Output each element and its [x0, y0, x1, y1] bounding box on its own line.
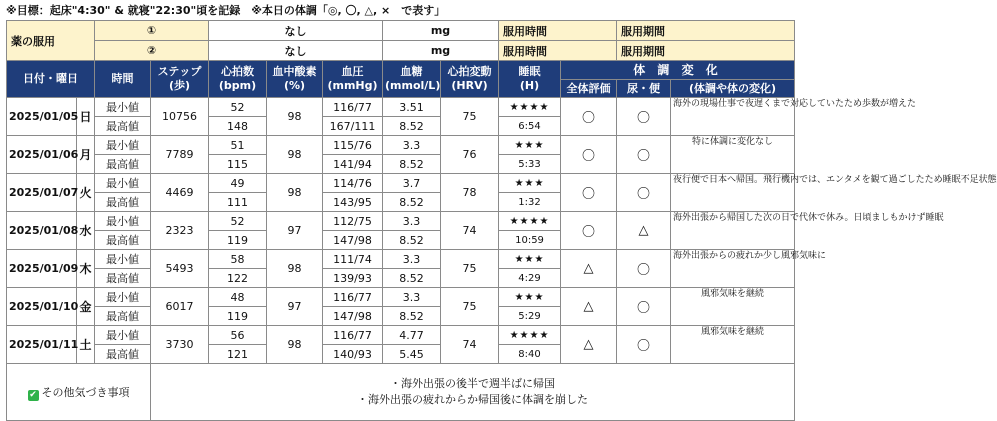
date-cell: 2025/01/09 [7, 250, 77, 288]
sleep-stars-cell: ★★★★ [499, 212, 561, 231]
col-steps-text: ステップ (歩) [157, 65, 202, 92]
spo2-cell: 98 [267, 174, 323, 212]
other-notes-title: その他気づき事項 [41, 385, 130, 399]
spo2-cell: 98 [267, 250, 323, 288]
spo2-cell: 97 [267, 212, 323, 250]
urine-cell: △ [617, 212, 671, 250]
date-cell: 2025/01/05 [7, 98, 77, 136]
bp-max-cell: 167/111 [323, 117, 383, 136]
col-hr-header [209, 61, 267, 98]
overall-cell: 〇 [561, 212, 617, 250]
day-row-min [7, 212, 795, 231]
medication-num: ② [95, 41, 209, 61]
note-cell [671, 174, 997, 212]
sleep-time-cell: 5:33 [499, 155, 561, 174]
sleep-stars-cell: ★★★ [499, 288, 561, 307]
checkmark-icon: ✔ [29, 389, 37, 400]
bp-max-cell: 143/95 [323, 193, 383, 212]
weekday-cell: 月 [77, 136, 95, 174]
hrv-cell: 76 [441, 136, 499, 174]
spo2-cell: 98 [267, 98, 323, 136]
day-row-min [7, 288, 795, 307]
steps-cell: 6017 [151, 288, 209, 326]
hr-min-cell: 52 [209, 98, 267, 117]
sleep-time-cell: 4:29 [499, 269, 561, 288]
min-label: 最小値 [95, 136, 151, 155]
medication-time-label: 服用時間 [499, 21, 617, 41]
glucose-min-cell: 3.3 [383, 250, 441, 269]
col-time-header: 時間 [95, 61, 151, 98]
hrv-cell: 78 [441, 174, 499, 212]
day-row-min [7, 250, 795, 269]
hrv-cell: 74 [441, 212, 499, 250]
bp-max-cell: 141/94 [323, 155, 383, 174]
urine-cell: 〇 [617, 326, 671, 364]
goal-note: ※目標：起床"4:30" & 就寝"22:30"頃を記録 ※本日の体調「◎, 〇, △, × で表す」 [6, 4, 446, 17]
weekday-cell: 日 [77, 98, 95, 136]
col-glucose-header [383, 61, 441, 98]
glucose-min-cell: 3.7 [383, 174, 441, 193]
bp-min-cell: 111/74 [323, 250, 383, 269]
glucose-min-cell: 3.3 [383, 288, 441, 307]
hr-max-cell: 119 [209, 231, 267, 250]
col-spo2-header [267, 61, 323, 98]
min-label: 最小値 [95, 212, 151, 231]
medication-row-2 [7, 41, 795, 61]
note-cell [671, 212, 944, 250]
bp-min-cell: 116/77 [323, 288, 383, 307]
spo2-cell: 98 [267, 326, 323, 364]
steps-cell: 7789 [151, 136, 209, 174]
bp-max-cell: 140/93 [323, 345, 383, 364]
note-text: 夜行便で日本へ帰国。飛行機内では、エンタメを観て過ごしたため睡眠不足状態 [673, 174, 997, 185]
sleep-time-cell: 5:29 [499, 307, 561, 326]
urine-cell: 〇 [617, 288, 671, 326]
col-hr-text: 心拍数 (bpm) [218, 65, 257, 92]
hr-max-cell: 119 [209, 307, 267, 326]
bp-max-cell: 139/93 [323, 269, 383, 288]
steps-cell: 3730 [151, 326, 209, 364]
day-row-min [7, 136, 795, 155]
glucose-max-cell: 8.52 [383, 193, 441, 212]
urine-cell: 〇 [617, 174, 671, 212]
min-label: 最小値 [95, 174, 151, 193]
bp-max-cell: 147/98 [323, 307, 383, 326]
medication-num: ① [95, 21, 209, 41]
sleep-stars-cell: ★★★★ [499, 326, 561, 345]
hr-min-cell: 49 [209, 174, 267, 193]
medication-name: なし [209, 21, 383, 41]
hrv-cell: 75 [441, 98, 499, 136]
glucose-min-cell: 3.3 [383, 212, 441, 231]
max-label: 最高値 [95, 269, 151, 288]
note-text: 風邪気味を継続 [701, 288, 765, 299]
hr-min-cell: 58 [209, 250, 267, 269]
hrv-cell: 75 [441, 250, 499, 288]
min-label: 最小値 [95, 288, 151, 307]
col-hrv-header [441, 61, 499, 98]
col-notes-header: (体調や体の変化) [671, 80, 795, 98]
max-label: 最高値 [95, 345, 151, 364]
overall-cell: △ [561, 326, 617, 364]
steps-cell: 5493 [151, 250, 209, 288]
other-notes-row [7, 364, 795, 421]
spo2-cell: 98 [267, 136, 323, 174]
col-overall-header: 全体評価 [561, 80, 617, 98]
glucose-max-cell: 8.52 [383, 307, 441, 326]
weekday-cell: 土 [77, 326, 95, 364]
sleep-time-cell: 8:40 [499, 345, 561, 364]
note-cell [671, 98, 917, 136]
col-sleep-text: 睡眠 (H) [518, 65, 541, 92]
max-label: 最高値 [95, 155, 151, 174]
hr-min-cell: 52 [209, 212, 267, 231]
hr-max-cell: 115 [209, 155, 267, 174]
steps-cell: 10756 [151, 98, 209, 136]
max-label: 最高値 [95, 307, 151, 326]
min-label: 最小値 [95, 326, 151, 345]
note-cell [671, 326, 795, 364]
overall-cell: △ [561, 288, 617, 326]
hr-max-cell: 121 [209, 345, 267, 364]
hrv-cell: 74 [441, 326, 499, 364]
max-label: 最高値 [95, 193, 151, 212]
bp-min-cell: 115/76 [323, 136, 383, 155]
note-cell [671, 136, 795, 174]
col-spo2-text: 血中酸素 (%) [272, 65, 317, 92]
hr-min-cell: 48 [209, 288, 267, 307]
hr-min-cell: 56 [209, 326, 267, 345]
medication-unit: mg [383, 21, 499, 41]
medication-time-label: 服用時間 [499, 41, 617, 61]
day-row-min [7, 174, 795, 193]
day-row-min [7, 326, 795, 345]
glucose-max-cell: 5.45 [383, 345, 441, 364]
overall-cell: 〇 [561, 174, 617, 212]
sleep-stars-cell: ★★★ [499, 250, 561, 269]
col-date-header: 日付・曜日 [7, 61, 95, 98]
other-note-line: ・海外出張の疲れからか帰国後に体調を崩した [357, 393, 588, 406]
date-cell: 2025/01/06 [7, 136, 77, 174]
weekday-cell: 火 [77, 174, 95, 212]
date-cell: 2025/01/08 [7, 212, 77, 250]
bp-min-cell: 116/77 [323, 98, 383, 117]
weekday-cell: 金 [77, 288, 95, 326]
sleep-stars-cell: ★★★ [499, 136, 561, 155]
sleep-time-cell: 1:32 [499, 193, 561, 212]
sleep-stars-cell: ★★★ [499, 174, 561, 193]
sleep-stars-cell: ★★★★ [499, 98, 561, 117]
medication-unit: mg [383, 41, 499, 61]
other-notes-label [7, 364, 151, 421]
hr-min-cell: 51 [209, 136, 267, 155]
overall-cell: △ [561, 250, 617, 288]
medication-label: 薬の服用 [7, 21, 95, 61]
weekday-cell: 水 [77, 212, 95, 250]
col-condition-header: 体 調 変 化 [561, 61, 795, 80]
col-bp-text: 血圧 (mmHg) [327, 65, 378, 92]
medication-period-label: 服用期間 [617, 41, 795, 61]
day-row-min [7, 98, 795, 117]
note-cell [671, 250, 827, 288]
urine-cell: 〇 [617, 250, 671, 288]
steps-cell: 2323 [151, 212, 209, 250]
health-log-table [6, 20, 997, 421]
steps-cell: 4469 [151, 174, 209, 212]
hr-max-cell: 122 [209, 269, 267, 288]
max-label: 最高値 [95, 231, 151, 250]
max-label: 最高値 [95, 117, 151, 136]
min-label: 最小値 [95, 250, 151, 269]
medication-name: なし [209, 41, 383, 61]
medication-period-label: 服用期間 [617, 21, 795, 41]
note-text: 海外出張からの疲れか少し風邪気味に [673, 250, 827, 261]
note-text: 風邪気味を継続 [701, 326, 765, 337]
glucose-max-cell: 8.52 [383, 117, 441, 136]
col-glucose-text: 血糖 (mmol/L) [385, 65, 441, 92]
hr-max-cell: 111 [209, 193, 267, 212]
sleep-time-cell: 6:54 [499, 117, 561, 136]
glucose-min-cell: 3.3 [383, 136, 441, 155]
overall-cell: 〇 [561, 136, 617, 174]
min-label: 最小値 [95, 98, 151, 117]
col-sleep-header [499, 61, 561, 98]
hr-max-cell: 148 [209, 117, 267, 136]
other-note-line: ・海外出張の後半で週半ばに帰国 [390, 377, 555, 390]
spo2-cell: 97 [267, 288, 323, 326]
note-text: 海外の現場仕事で夜遅くまで対応していたため歩数が増えた [673, 98, 917, 109]
col-urine-header: 尿・便 [617, 80, 671, 98]
glucose-max-cell: 8.52 [383, 231, 441, 250]
col-steps-header [151, 61, 209, 98]
sleep-time-cell: 10:59 [499, 231, 561, 250]
column-header-row [7, 61, 795, 80]
glucose-min-cell: 4.77 [383, 326, 441, 345]
note-cell [671, 288, 795, 326]
bp-min-cell: 114/76 [323, 174, 383, 193]
bp-min-cell: 116/77 [323, 326, 383, 345]
date-cell: 2025/01/11 [7, 326, 77, 364]
medication-row-1 [7, 21, 795, 41]
glucose-max-cell: 8.52 [383, 155, 441, 174]
urine-cell: 〇 [617, 136, 671, 174]
urine-cell: 〇 [617, 98, 671, 136]
glucose-min-cell: 3.51 [383, 98, 441, 117]
hrv-cell: 75 [441, 288, 499, 326]
weekday-cell: 木 [77, 250, 95, 288]
date-cell: 2025/01/10 [7, 288, 77, 326]
date-cell: 2025/01/07 [7, 174, 77, 212]
glucose-max-cell: 8.52 [383, 269, 441, 288]
col-hrv-text: 心拍変動 (HRV) [447, 65, 492, 92]
note-text: 特に体調に変化なし [692, 136, 774, 147]
overall-cell: 〇 [561, 98, 617, 136]
col-bp-header [323, 61, 383, 98]
bp-min-cell: 112/75 [323, 212, 383, 231]
note-text: 海外出張から帰国した次の日で代休で休み。日頃ましもかけず睡眠 [673, 212, 944, 223]
bp-max-cell: 147/98 [323, 231, 383, 250]
other-notes-content [151, 364, 795, 421]
